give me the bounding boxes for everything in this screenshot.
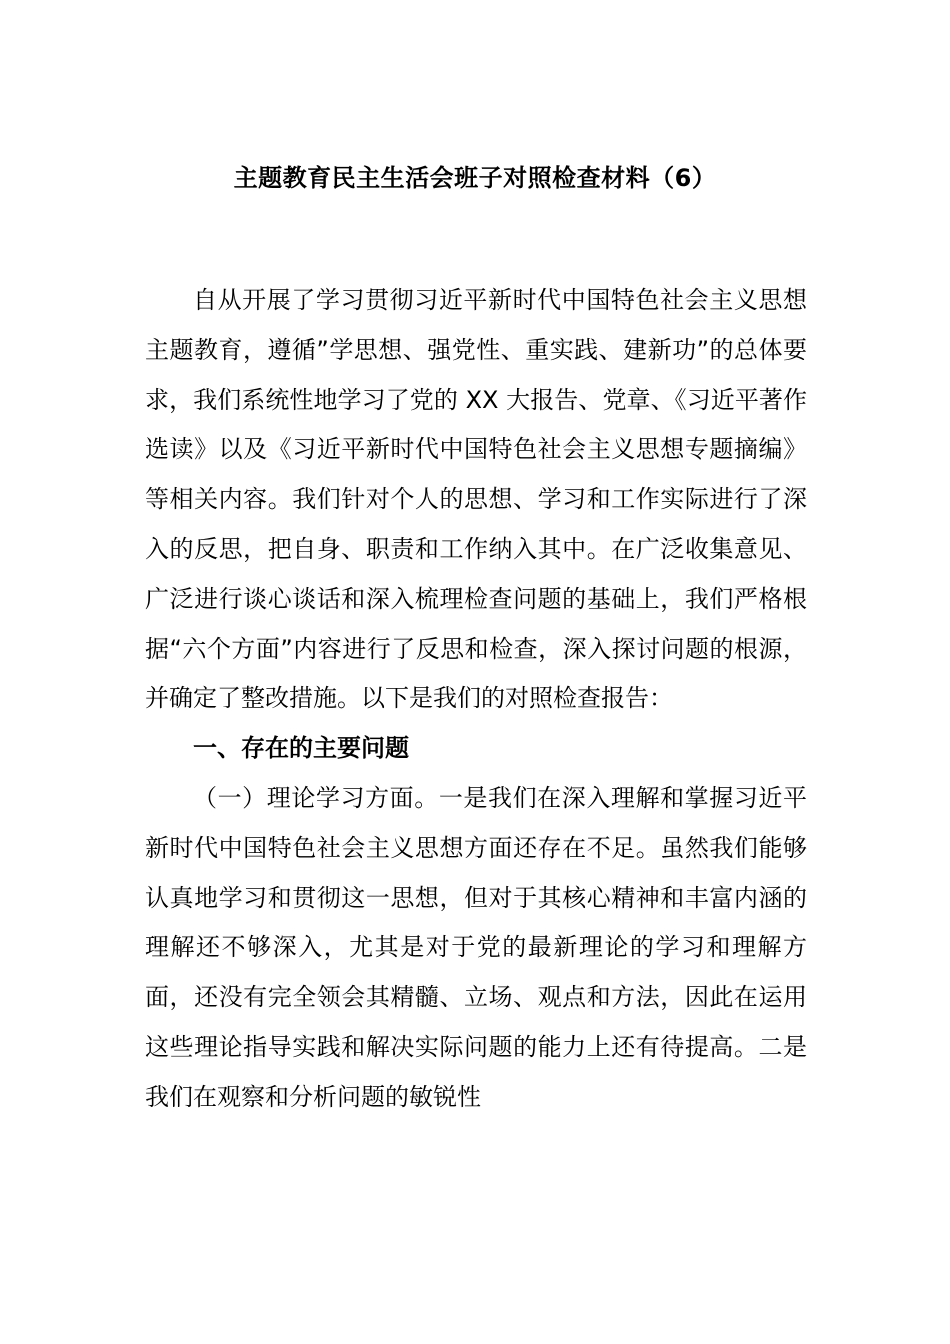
section-paragraph: （一）理论学习方面。一是我们在深入理解和掌握习近平新时代中国特色社会主义思想方面还存在不足。虽然我们能够认真地学习和贯彻这一思想，但对于其核心精神和丰富内涵的理解还不够深入，尤其是对于党的最新理论的学习和理解方面，还没有完全领会其精髓、立场、观点和方法，因此在运用这些理论指导实践和解决实际问题的能力上还有待提高。二是我们在观察和分析问题的敏锐性: [145, 783, 807, 1111]
intro-paragraph: 自从开展了学习贯彻习近平新时代中国特色社会主义思想主题教育，遵循”学思想、强党性、重实践、建新功”的总体要求，我们系统性地学习了党的 XX 大报告、党章、《习近平著作选读》以及《习近平新时代中国特色社会主义思想专题摘编》等相关内容。我们针对个人的思想、学习和工作实际进行了深入的反思，把自身、职责和工作纳入其中。在广泛收集意见、广泛进行谈心谈话和深入梳理检查问题的基础上，我们严格根据“六个方面”内容进行了反思和检查，深入探讨问题的根源，并确定了整改措施。以下是我们的对照检查报告：: [145, 286, 807, 713]
document-body: [145, 276, 807, 1123]
document-title: 主题教育民主生活会班子对照检查材料（6）: [233, 164, 717, 192]
section-heading: 一、存在的主要问题: [193, 734, 409, 763]
